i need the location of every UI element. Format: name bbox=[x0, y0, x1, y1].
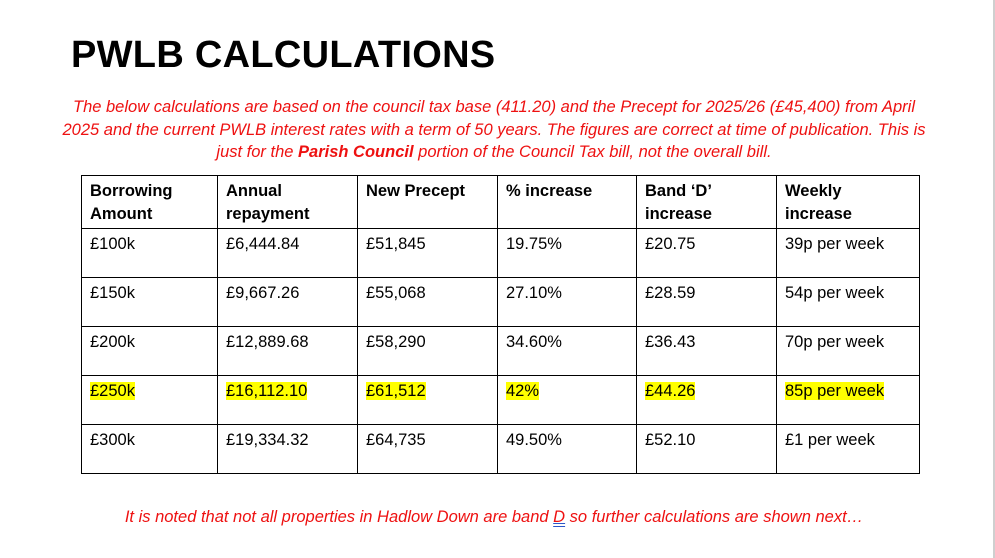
header-annual-repayment: Annual repayment bbox=[218, 176, 358, 229]
cell-value: £20.75 bbox=[645, 235, 696, 253]
cell-weekly-increase bbox=[777, 278, 920, 327]
cell-value: £12,889.68 bbox=[226, 333, 309, 351]
intro-paragraph bbox=[60, 96, 928, 164]
cell-value: £19,334.32 bbox=[226, 431, 309, 449]
note-underlined-text: D bbox=[553, 508, 566, 526]
cell-value: £6,444.84 bbox=[226, 235, 300, 253]
cell-weekly-increase bbox=[777, 425, 920, 474]
cell-value: £51,845 bbox=[366, 235, 426, 253]
cell-value: £36.43 bbox=[645, 333, 696, 351]
cell-value: 19.75% bbox=[506, 235, 562, 253]
cell-value: 49.50% bbox=[506, 431, 562, 449]
cell-value: £52.10 bbox=[645, 431, 696, 449]
cell-new-precept bbox=[358, 376, 498, 425]
cell-value: £150k bbox=[90, 284, 135, 302]
cell-new-precept bbox=[358, 425, 498, 474]
cell-band-d-increase bbox=[637, 376, 777, 425]
pwlb-table bbox=[81, 175, 920, 474]
cell-annual-repayment bbox=[218, 425, 358, 474]
cell-value: £16,112.10 bbox=[226, 382, 308, 400]
cell-new-precept bbox=[358, 229, 498, 278]
cell-value: £250k bbox=[90, 382, 135, 400]
cell-annual-repayment bbox=[218, 327, 358, 376]
cell-percent-increase bbox=[498, 278, 637, 327]
cell-borrowing-amount bbox=[82, 425, 218, 474]
cell-percent-increase bbox=[498, 327, 637, 376]
cell-annual-repayment bbox=[218, 278, 358, 327]
intro-text-1: The below calculations are based on the council tax base (411.20) and the Precept for 2025/26 (£45,400) from April 2025 and the current PWLB interest rates with a term of 50 years. The figures are correct at time of publication. This is just for the bbox=[62, 98, 926, 162]
cell-percent-increase bbox=[498, 376, 637, 425]
intro-bold-text: Parish Council bbox=[298, 143, 414, 162]
cell-annual-repayment bbox=[218, 376, 358, 425]
cell-value: 42% bbox=[506, 382, 540, 400]
cell-weekly-increase bbox=[777, 229, 920, 278]
cell-value: £61,512 bbox=[366, 382, 426, 400]
cell-new-precept bbox=[358, 327, 498, 376]
cell-value: £9,667.26 bbox=[226, 284, 300, 302]
header-new-precept: New Precept bbox=[358, 176, 498, 229]
cell-weekly-increase bbox=[777, 327, 920, 376]
cell-value: 54p per week bbox=[785, 284, 885, 302]
cell-new-precept bbox=[358, 278, 498, 327]
cell-value: £64,735 bbox=[366, 431, 426, 449]
cell-annual-repayment bbox=[218, 229, 358, 278]
cell-band-d-increase bbox=[637, 425, 777, 474]
header-borrowing-amount: Borrowing Amount bbox=[82, 176, 218, 229]
cell-value: £300k bbox=[90, 431, 135, 449]
table-body bbox=[82, 229, 920, 474]
cell-band-d-increase bbox=[637, 278, 777, 327]
cell-value: £28.59 bbox=[645, 284, 696, 302]
cell-value: 34.60% bbox=[506, 333, 562, 351]
cell-borrowing-amount bbox=[82, 376, 218, 425]
note-text-1: It is noted that not all properties in Hadlow Down are band bbox=[124, 508, 554, 526]
cell-value: £55,068 bbox=[366, 284, 426, 302]
cell-weekly-increase bbox=[777, 376, 920, 425]
cell-value: £58,290 bbox=[366, 333, 426, 351]
cell-borrowing-amount bbox=[82, 278, 218, 327]
header-weekly-increase: Weekly increase bbox=[777, 176, 920, 229]
header-percent-increase: % increase bbox=[498, 176, 637, 229]
page-title: PWLB CALCULATIONS bbox=[71, 34, 496, 76]
intro-text-2: portion of the Council Tax bill, not the overall bill. bbox=[413, 143, 772, 162]
cell-percent-increase bbox=[498, 229, 637, 278]
table-row bbox=[82, 376, 920, 425]
cell-borrowing-amount bbox=[82, 327, 218, 376]
table-header-row bbox=[82, 176, 920, 229]
cell-value: £1 per week bbox=[785, 431, 875, 449]
table-row bbox=[82, 425, 920, 474]
cell-value: £100k bbox=[90, 235, 135, 253]
header-band-d-increase: Band ‘D’ increase bbox=[637, 176, 777, 229]
cell-value: £44.26 bbox=[645, 382, 696, 400]
cell-value: £200k bbox=[90, 333, 135, 351]
cell-value: 39p per week bbox=[785, 235, 885, 253]
cell-value: 27.10% bbox=[506, 284, 562, 302]
note-text-2: so further calculations are shown next… bbox=[565, 508, 864, 526]
cell-band-d-increase bbox=[637, 229, 777, 278]
cell-borrowing-amount bbox=[82, 229, 218, 278]
table-row bbox=[82, 229, 920, 278]
cell-band-d-increase bbox=[637, 327, 777, 376]
cell-percent-increase bbox=[498, 425, 637, 474]
table-row bbox=[82, 327, 920, 376]
cell-value: 70p per week bbox=[785, 333, 885, 351]
table-row bbox=[82, 278, 920, 327]
cell-value: 85p per week bbox=[785, 382, 885, 400]
footer-note bbox=[60, 506, 928, 528]
